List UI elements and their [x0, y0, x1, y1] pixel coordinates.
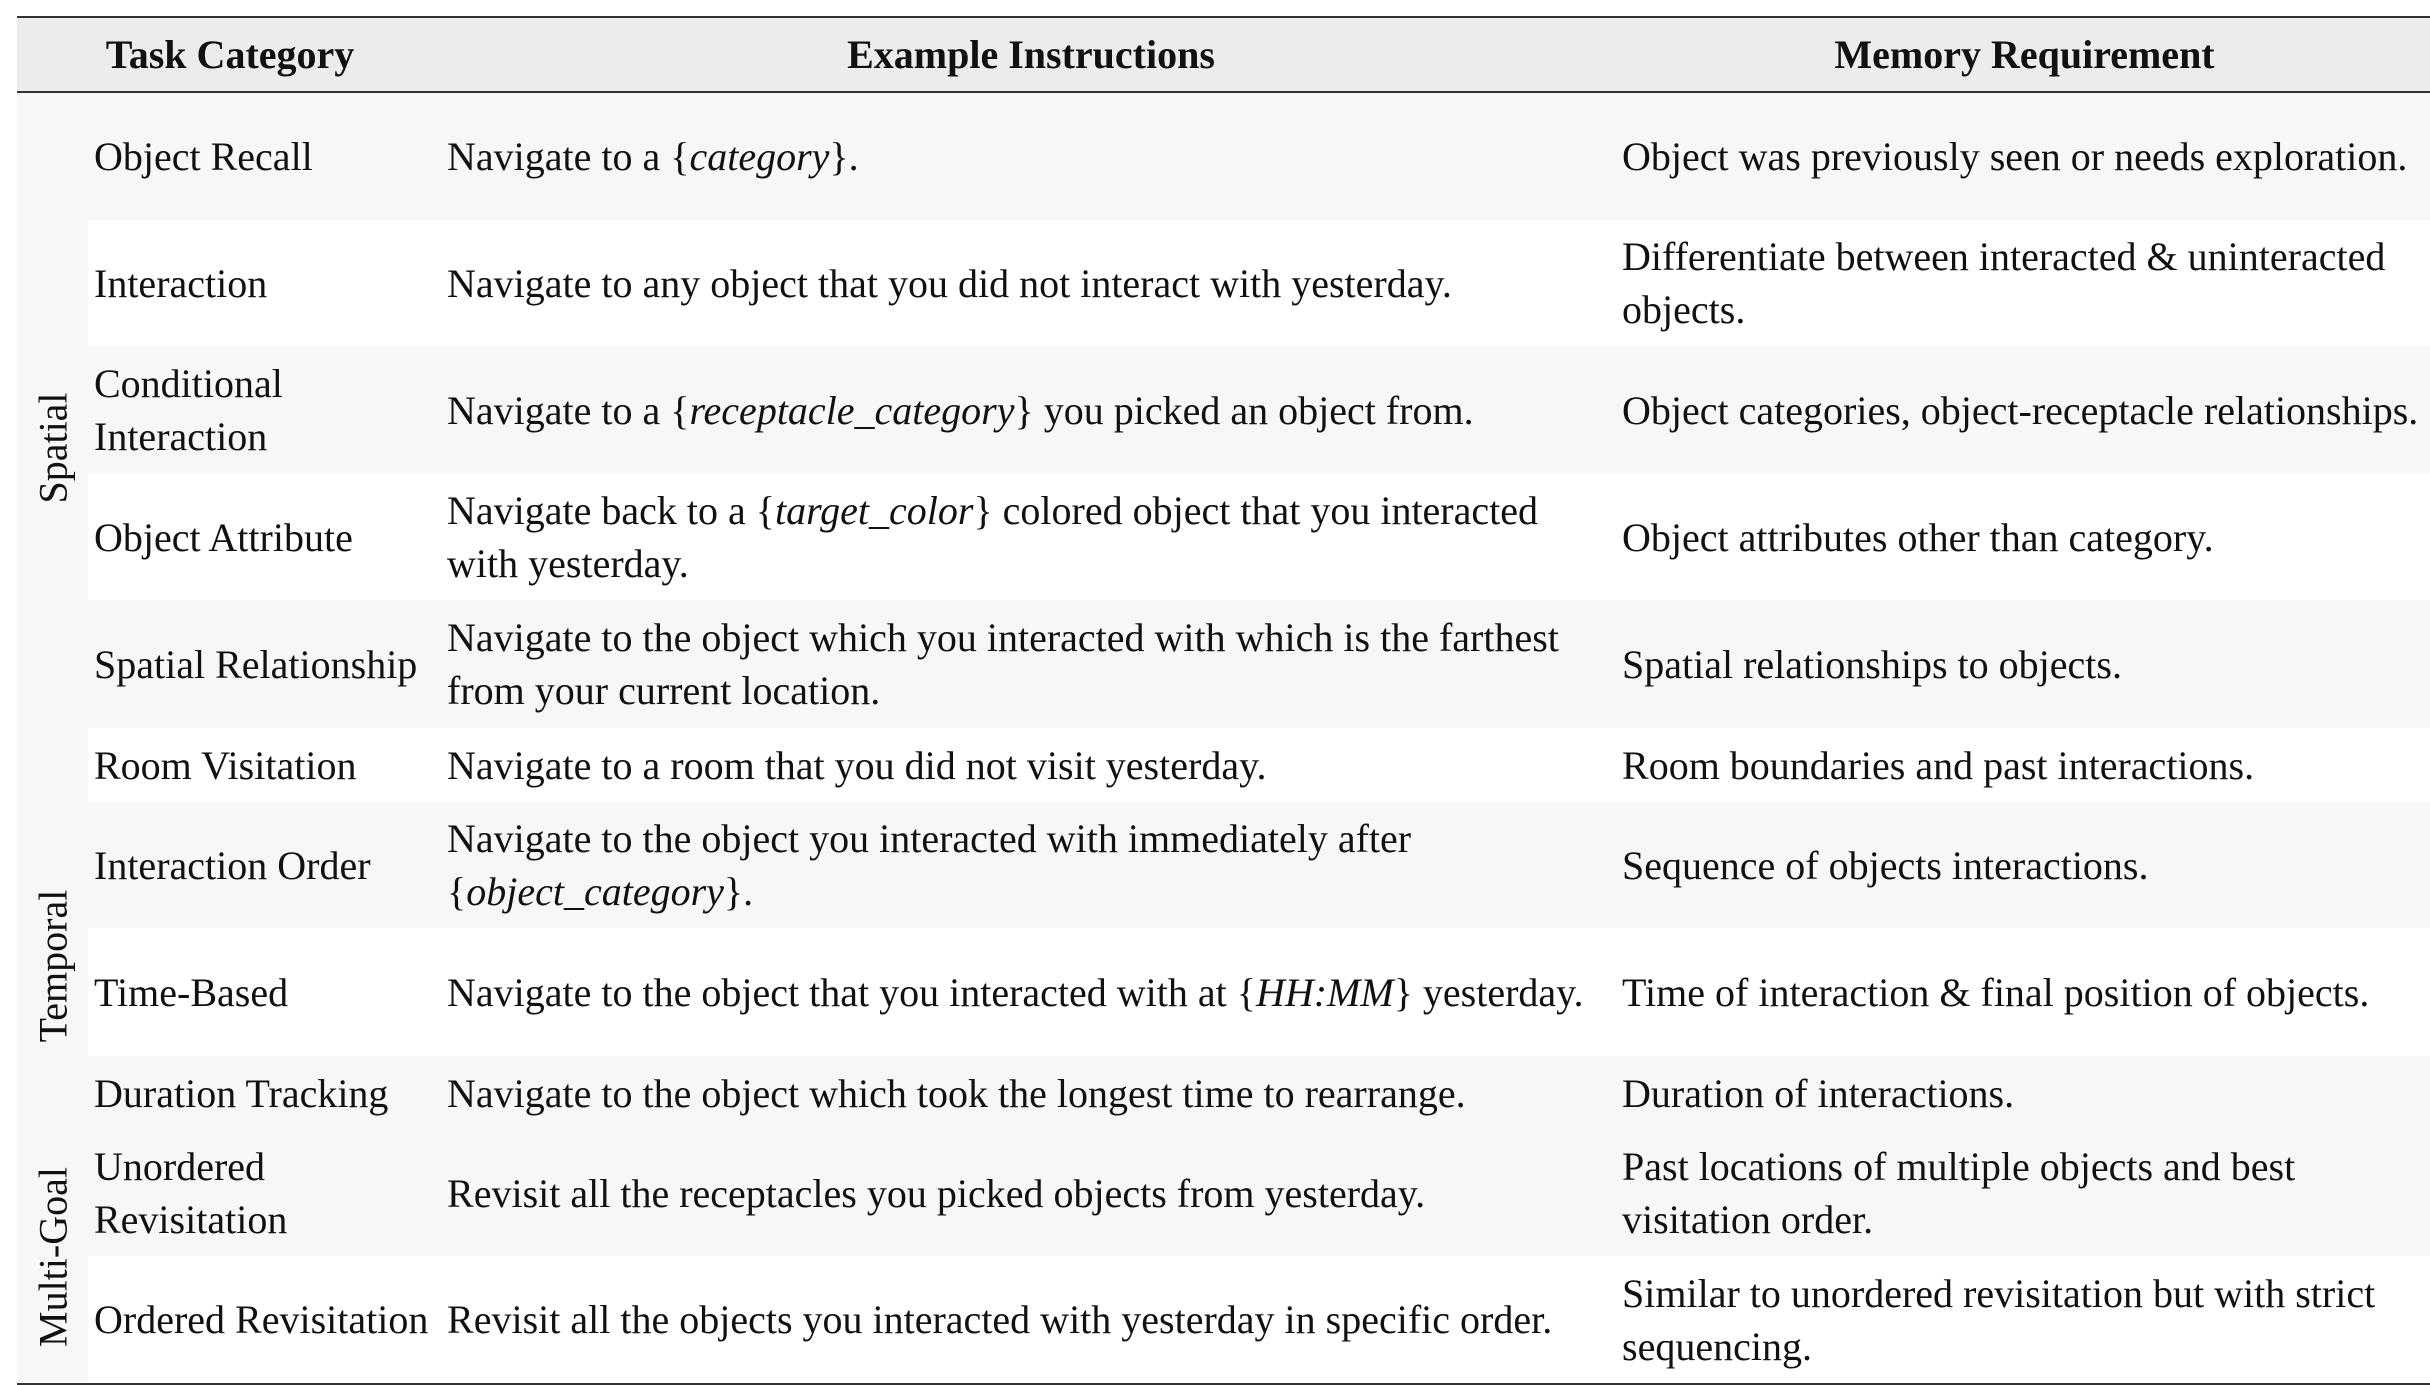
instruction-brace: }: [1393, 969, 1413, 1015]
task-category-cell: Object Attribute: [94, 514, 353, 560]
table-row: [17, 728, 2430, 802]
memory-requirement-cell: Object was previously seen or needs exploration.: [1619, 92, 2430, 220]
table-row: [17, 346, 2430, 474]
memory-requirement-cell: Room boundaries and past interactions.: [1622, 742, 2255, 788]
task-category-cell: Interaction Order: [88, 802, 443, 928]
instruction-brace: }: [1014, 387, 1034, 433]
header-example-instructions: Example Instructions: [443, 17, 1619, 92]
memory-requirement-cell: Past locations of multiple objects and best visitation order.: [1619, 1130, 2430, 1256]
task-category-cell: Interaction: [94, 260, 268, 306]
task-category-cell: Ordered Revisitation: [88, 1256, 443, 1384]
memory-requirement-cell: Spatial relationships to objects.: [1619, 600, 2430, 728]
header-task-category: Task Category: [17, 17, 443, 92]
task-category-cell: Conditional Interaction: [88, 346, 443, 474]
instruction-text: .: [848, 134, 859, 179]
table-row: [17, 1130, 2430, 1256]
group-label-cell: [17, 92, 88, 802]
example-instruction-cell: [443, 474, 1619, 600]
instruction-text: Navigate to a: [447, 387, 671, 433]
task-category-table: [17, 16, 2430, 1385]
instruction-placeholder: target_color: [774, 488, 974, 533]
instruction-placeholder: object_category: [466, 869, 724, 914]
group-label: Spatial: [30, 391, 75, 504]
memory-requirement-cell: Object categories, object-receptacle relationships.: [1619, 346, 2430, 474]
instruction-text: Navigate to a: [447, 134, 671, 179]
task-category-cell: Unordered Revisitation: [88, 1130, 443, 1256]
instruction-brace: {: [1236, 969, 1256, 1015]
example-instruction-cell: [443, 802, 1619, 928]
memory-requirement-cell: Duration of interactions.: [1619, 1056, 2430, 1130]
instruction-text: Navigate to the object which you interacted with which is the farthest from your current location.: [447, 615, 1559, 713]
task-category-cell: Object Recall: [88, 92, 443, 220]
memory-requirement-cell: Time of interaction & final position of objects.: [1622, 969, 2370, 1015]
instruction-brace: {: [447, 869, 467, 914]
instruction-text: yesterday.: [1412, 969, 1584, 1015]
table-row: [17, 474, 2430, 600]
example-instruction-cell: [443, 600, 1619, 728]
group-label-cell: [17, 802, 88, 1130]
example-instruction-cell: [443, 92, 1619, 220]
table-body: [17, 92, 2430, 1384]
example-instruction-cell: [443, 1056, 1619, 1130]
instruction-text: Revisit all the receptacles you picked objects from yesterday.: [447, 1170, 1426, 1216]
example-instruction-cell: [443, 1256, 1619, 1384]
example-instruction-cell: [443, 728, 1619, 802]
table-row: [17, 1256, 2430, 1384]
task-table-container: [17, 16, 2430, 1385]
table-row: [17, 928, 2430, 1056]
instruction-brace: {: [670, 134, 690, 179]
header-row: [17, 17, 2430, 92]
instruction-text: colored object that you interacted with yesterday.: [447, 488, 1539, 586]
group-label-cell: [17, 1130, 88, 1384]
task-category-cell: Time-Based: [94, 969, 289, 1015]
instruction-text: .: [743, 869, 754, 914]
task-category-cell: Duration Tracking: [88, 1056, 443, 1130]
instruction-text: Navigate to the object you interacted with immediately after: [447, 816, 1412, 861]
instruction-text: Navigate to the object which took the longest time to rearrange.: [447, 1070, 1466, 1116]
instruction-placeholder: category: [689, 134, 830, 179]
example-instruction-cell: [443, 220, 1619, 346]
instruction-text: you picked an object from.: [1033, 387, 1474, 433]
instruction-placeholder: receptacle_category: [689, 387, 1015, 433]
example-instruction-cell: [443, 928, 1619, 1056]
instruction-text: Navigate to the object that you interacted with at: [447, 969, 1237, 1015]
group-label: Temporal: [30, 889, 75, 1043]
table-row: [17, 1056, 2430, 1130]
memory-requirement-cell: Differentiate between interacted & uninteracted objects.: [1622, 234, 2386, 332]
example-instruction-cell: [443, 346, 1619, 474]
instruction-brace: }: [723, 869, 744, 914]
instruction-brace: }: [829, 134, 849, 179]
memory-requirement-cell: Sequence of objects interactions.: [1619, 802, 2430, 928]
table-row: [17, 220, 2430, 346]
instruction-text: Navigate back to a: [447, 488, 756, 533]
group-label: Multi-Goal: [30, 1166, 75, 1347]
instruction-placeholder: HH:MM: [1255, 969, 1394, 1015]
task-category-cell: Room Visitation: [94, 742, 357, 788]
header-memory-requirement: Memory Requirement: [1619, 17, 2430, 92]
instruction-brace: {: [670, 387, 690, 433]
table-row: [17, 600, 2430, 728]
example-instruction-cell: [443, 1130, 1619, 1256]
task-category-cell: Spatial Relationship: [88, 600, 443, 728]
instruction-brace: }: [973, 488, 993, 533]
instruction-text: Navigate to a room that you did not visit yesterday.: [447, 742, 1267, 788]
memory-requirement-cell: Object attributes other than category.: [1622, 514, 2214, 560]
instruction-text: Navigate to any object that you did not interact with yesterday.: [447, 260, 1452, 306]
instruction-text: Revisit all the objects you interacted with yesterday in specific order.: [447, 1297, 1553, 1342]
instruction-brace: {: [755, 488, 775, 533]
table-row: [17, 92, 2430, 220]
table-row: [17, 802, 2430, 928]
memory-requirement-cell: Similar to unordered revisitation but with strict sequencing.: [1619, 1256, 2430, 1384]
table-header: [17, 17, 2430, 92]
